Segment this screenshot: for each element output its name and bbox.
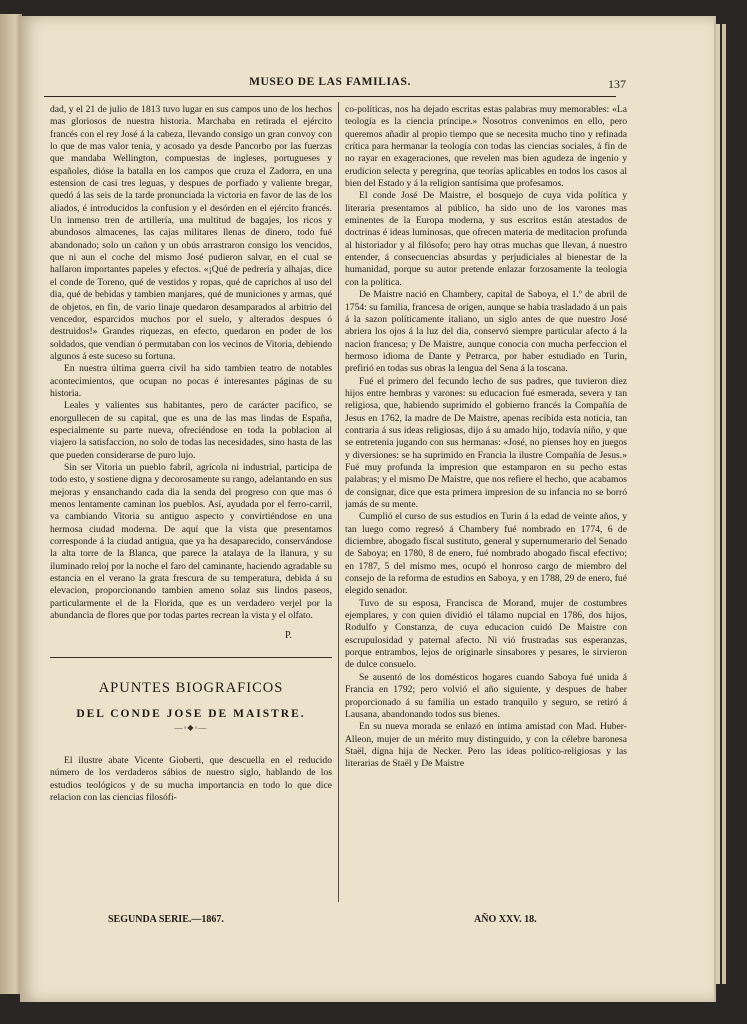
page-header bbox=[44, 72, 626, 97]
right-paragraph-2: El conde José De Maistre, el bosquejo de cuya vida política y literaria presentamos al público, ha sido uno de los varones mas eminentes de la Europa moderna, y sus escritos están atestados de doctrinas é ideas luminosas, que ofrecen materia de meditacion profunda al historiador y al filósofo; pero hay otras muchas que llevan, á nuestro entender, á consecuencias absurdas y perjudiciales al bienestar de la humanidad, porque su autor pretende enlazar forzosamente la teología con la política. bbox=[345, 190, 627, 288]
left-paragraph-1: dad, y el 21 de julio de 1813 tuvo lugar en sus campos uno de los hechos mas gloriosos de nuestra historia. Marchaba en retirada el ejército francés con el rey José á la cabeza, llevando consigo un gran convoy con lo que de mas valor tenia, y acosado ya desde Pancorbo por las fuerzas que mandaba Wellington, compuestas de ingleses, portugueses y españoles, dióse la batalla en los campos que cruza el Zadorra, en una estension de casi tres leguas, y despues de porfiado y valiente bregar, quedó á las seis de la tarde pronunciada la victoria en favor de las de los aliados, é introducidos la confusion y el desórden en el ejército francés. Un inmenso tren de artillería, una multitud de bagajes, los ricos y abundosos almacenes, las cajas militares llenas de dinero, todo fué abandonado; solo un cañon y un obús arrastraron consigo los vencidos, que ni aun el coche del mismo José pudieron salvar, en el cual se hallaron importantes papeles y efectos. «¡Qué de pedrería y alhajas, dice el conde de Toreno, qué de vestidos y ropas, qué de caprichos al uso del dia, qué de bebidas y tambien manjares, qué de municiones y armas, qué de objetos, en fin, de vario linaje quedaron desamparados al arbitrio del vencedor, esparcidos muchos por el suelo, y alterados despues ó destruidos!» Grandes riquezas, en efecto, quedaron en poder de los soldados, que vendian ó permutaban con los vecinos de Vitoria, debiendo algunos á este suceso su fortuna. bbox=[50, 104, 332, 362]
right-paragraph-3: De Maistre nació en Chambery, capital de Saboya, el 1.º de abril de 1754: su familia, francesa de orígen, aunque se habia trasladado á un pais á la sazon políticamente italiano, un siglo antes de que nuestro José abriera los ojos á la luz del dia, conservó siempre particular afecto á la nacion francesa; y De Maistre, aunque conocia con mucha perfeccion el hermoso idioma de Dante y Petrarca, por haber estudiado en Turin, prefirió en todas sus obras la lengua del Sena á la toscana. bbox=[345, 289, 627, 375]
article-title: APUNTES BIOGRAFICOS bbox=[98, 679, 284, 696]
right-paragraph-7: Se ausentó de los domésticos hogares cuando Saboya fué unida á Francia en 1792; pero volvió el año siguiente, y despues de haber proporcionado á su familia un estado tranquilo y seguro, se retiró á Lausana, abandonando todos sus bienes. bbox=[345, 671, 627, 720]
left-paragraph-4: Sin ser Vitoria un pueblo fabril, agrícola ni industrial, participa de todo esto, y sostiene digna y decorosamente su rango, adelantando en sus mejoras y ensanchando cada dia la senda del progreso con que mas ó menos lentamente caminan los pueblos. Así, ayudada por el ferro-carril, va cambiando Vitoria su antiguo aspecto y convirtiéndose en una hermosa ciudad moderna. De aquí que la vista que presentamos corresponde á la ciudad antigua, que ya ha desaparecido, conservándose la alta torre de la Blanca, que parece la atalaya de la llanura, y su iluminado reloj por la noche el faro del caminante, haciendo agradable su estancia en el verano la grata frescura de su temperatura, debida á su elevacion, proporcionando tambien ameno solaz sus lindos paseos, particularmente el de la Florida, que es un verdadero verjel por la abundancia de flores que por todas partes recrean la vista y el olfato. bbox=[50, 461, 332, 622]
footer-series: SEGUNDA SERIE.—1867. bbox=[108, 914, 224, 925]
right-paragraph-6: Tuvo de su esposa, Francisca de Morand, mujer de costumbres ejemplares, y con quien dividió el tálamo nupcial en 1786, dos hijos, Rodulfo y Constanza, de cuya educacion cuidó De Maistre con escrupulosidad y paternal afecto. Ni vió frustradas sus esperanzas, porque entrambos, lejos de originarle sinsabores y pesares, le sirvieron de dulce consuelo. bbox=[345, 597, 627, 671]
column-divider bbox=[338, 102, 339, 902]
article-intro: El ilustre abate Vicente Gioberti, que descuella en el reducido número de los verdaderos sábios de nuestro siglo, hablando de los estudios teológicos y de su mucha importancia en todo lo que dice relacion con las ciencias filosófi- bbox=[50, 754, 332, 803]
right-paragraph-1: co-políticas, nos ha dejado escritas estas palabras muy memorables: «La teología es la ciencia príncipe.» Nosotros convenimos en ello, pero queremos añadir al propio tiempo que se necesita mucho tino y refinada crítica para hermanar la teología con todas las ciencias sociales, á fin de no rayar en exageraciones, que revelen mas bien agudeza de ingenio y erudicion selecta y peregrina, que teorías aplicables en todos los casos al bien del Estado y á la religion santísima que profesamos. bbox=[345, 104, 627, 190]
section-divider bbox=[50, 657, 332, 658]
ornament-icon: —◦◆◦— bbox=[174, 723, 208, 733]
page-stack-edge-2 bbox=[722, 24, 726, 984]
article-subtitle: DEL CONDE JOSE DE MAISTRE. bbox=[76, 708, 306, 721]
right-paragraph-4: Fué el primero del fecundo lecho de sus padres, que tuvieron diez hijos entre hembras y varones: su educacion fué esmerada, severa y tan religiosa, que, habiendo suprimido el gobierno francés la Compañía de Jesus en 1762, la madre de De Maistre, apenas recibida esta noticia, tan contraria á sus ideas religiosas, dijo á su amado hijo, todavía niño, y que se entretenia jugando con sus hermanas: «José, no pienses hoy en juegos y diversiones: se ha suprimido en Francia la ilustre Compañía de Jesus.» Fué muy profunda la impresion que estamparon en su pecho estas palabras; y el mismo De Maistre, que nos refiere el hecho, que acabamos de consignar, dice que esta primera impresion de su infancia no se borró jamás de su mente. bbox=[345, 375, 627, 510]
page-stack-edge bbox=[716, 24, 720, 984]
left-column bbox=[50, 104, 332, 904]
running-title: MUSEO DE LAS FAMILIAS. bbox=[249, 76, 411, 88]
previous-page-edge bbox=[0, 14, 22, 994]
right-paragraph-8: En su nueva morada se enlazó en íntima amistad con Mad. Huber-Alleon, mujer de un mérito muy distinguido, y con la célebre baronesa Staël, digna hija de Necker. Pero las ideas político-religiosas y las literarias de Staël y De Maistre bbox=[345, 721, 627, 770]
signature: P. bbox=[285, 630, 292, 642]
page-number: 137 bbox=[608, 77, 626, 91]
left-paragraph-3: Leales y valientes sus habitantes, pero de carácter pacífico, se enorgullecen de su capital, que es una de las mas lindas de España, especialmente su parte nueva, ofreciéndose en toda la poblacion al viajero la satisfaccion, no solo de todas las necesidades, sino hasta de las que pueden considerarse de puro lujo. bbox=[50, 400, 332, 461]
footer-issue: AÑO XXV. 18. bbox=[474, 914, 537, 925]
right-column bbox=[345, 104, 627, 904]
left-paragraph-2: En nuestra última guerra civil ha sido tambien teatro de notables acontecimientos, que ocupan no pocas é interesantes páginas de su historia. bbox=[50, 363, 332, 399]
right-paragraph-5: Cumplió el curso de sus estudios en Turin á la edad de veinte años, y tan luego como regresó á Chambery fué nombrado en 1774, 6 de diciembre, abogado fiscal sustituto, general y supernumerario del Senado de Saboya; en 1780, 8 de enero, fué nombrado abogado fiscal efectivo; en 1787, 5 del mismo mes, ocupó el honroso cargo de miembro del consejo de la reforma de estudios en Saboya, y en 1788, 29 de enero, fué elegido senador. bbox=[345, 511, 627, 597]
